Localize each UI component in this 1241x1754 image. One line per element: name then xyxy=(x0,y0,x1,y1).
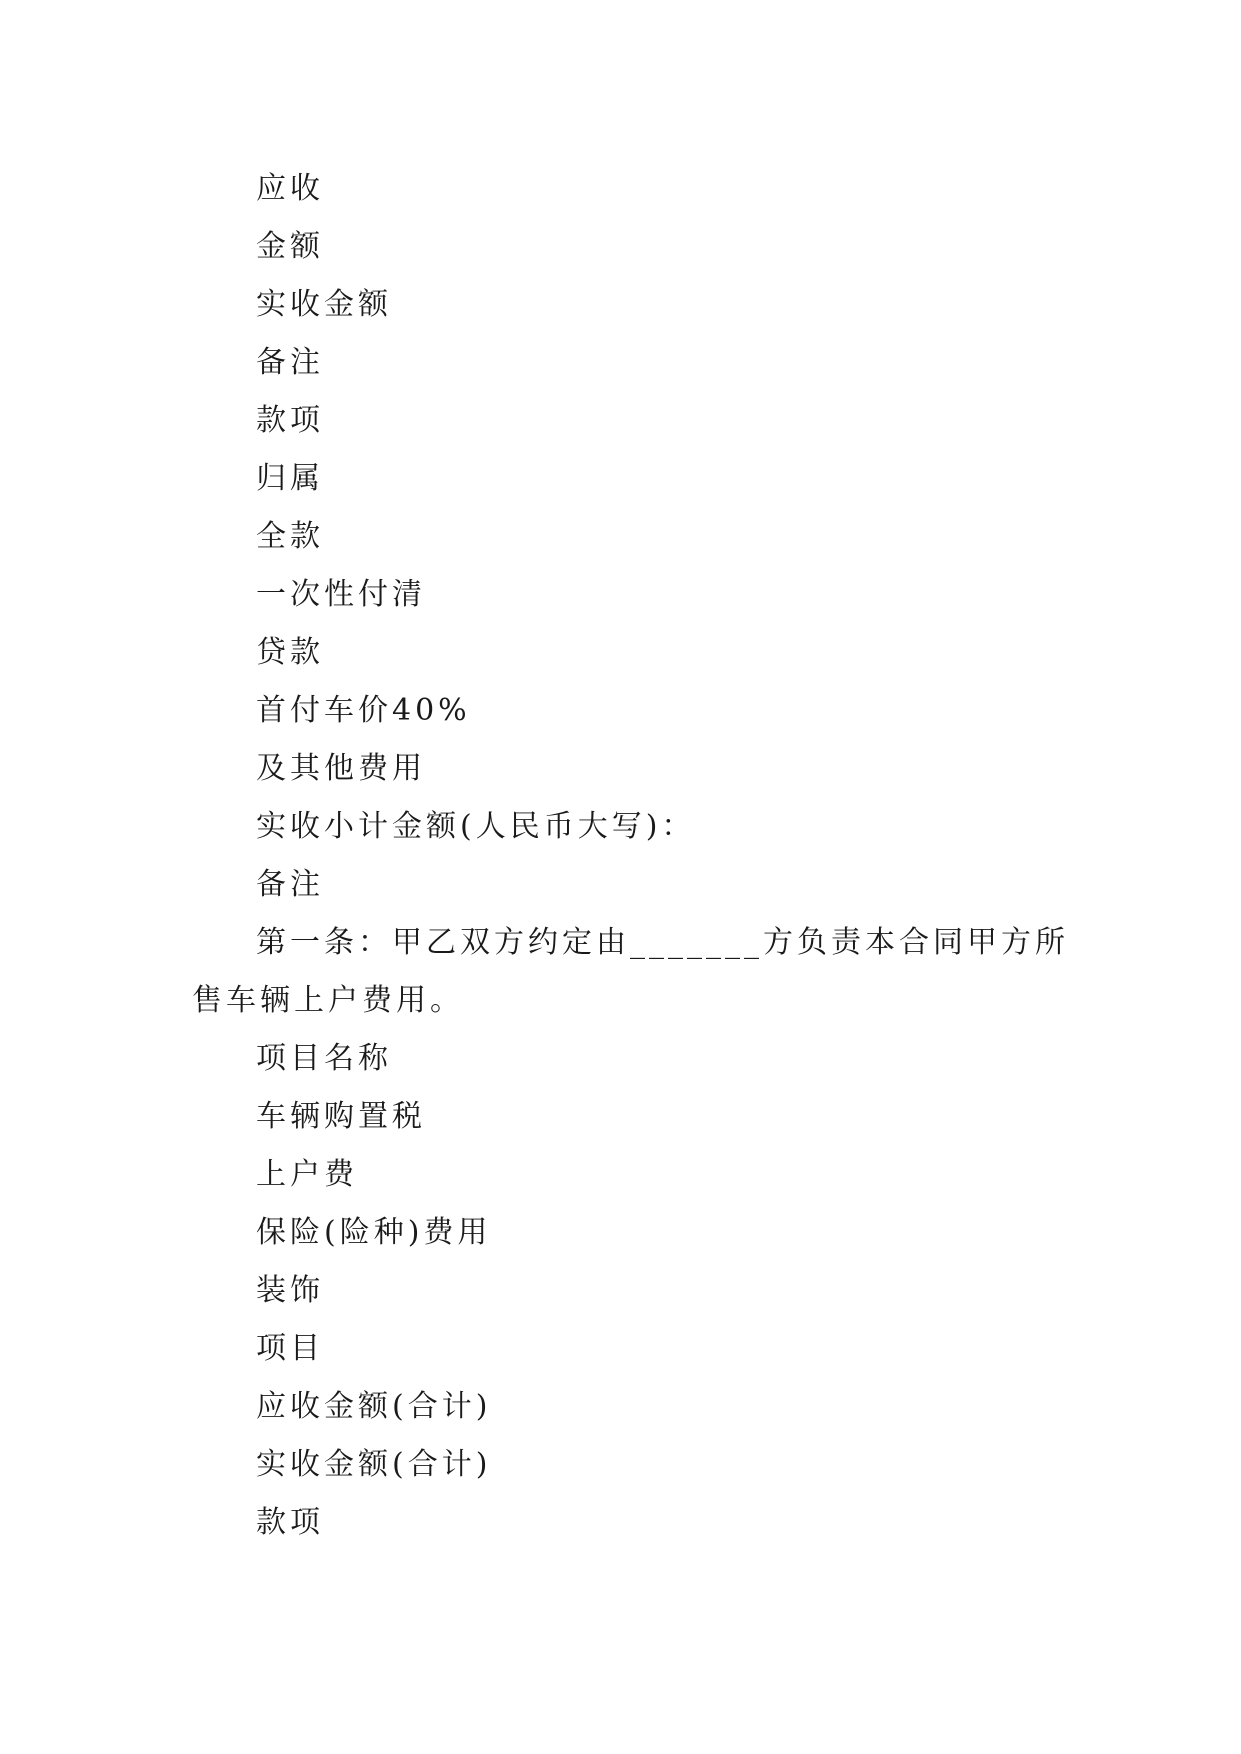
text-line: 应收金额(合计) xyxy=(256,1389,492,1424)
text-line: 贷款 xyxy=(256,635,324,670)
text-line: 款项 xyxy=(256,403,324,438)
text-line: 金额 xyxy=(256,229,324,264)
text-line: 实收小计金额(人民币大写)： xyxy=(256,809,696,844)
text-line: 备注 xyxy=(256,345,324,380)
text-line: 首付车价40% xyxy=(256,693,471,728)
clause-1-line-1: 第一条：甲乙双方约定由_______方负责本合同甲方所 xyxy=(256,925,1069,960)
text-line: 实收金额(合计) xyxy=(256,1447,492,1482)
text-line: 归属 xyxy=(256,461,324,496)
document-body xyxy=(192,160,1069,1552)
text-line: 应收 xyxy=(256,171,324,206)
text-line: 实收金额 xyxy=(256,287,392,322)
text-line: 上户费 xyxy=(256,1157,358,1192)
text-line: 车辆购置税 xyxy=(256,1099,426,1134)
clause-1-line-2: 售车辆上户费用。 xyxy=(192,983,464,1018)
text-line: 保险(险种)费用 xyxy=(256,1215,492,1250)
text-line: 全款 xyxy=(256,519,324,554)
text-line: 装饰 xyxy=(256,1273,324,1308)
text-line: 项目名称 xyxy=(256,1041,392,1076)
text-line: 一次性付清 xyxy=(256,577,426,612)
text-line: 及其他费用 xyxy=(256,751,426,786)
text-line: 款项 xyxy=(256,1505,324,1540)
text-line: 备注 xyxy=(256,867,324,902)
text-line: 项目 xyxy=(256,1331,324,1366)
